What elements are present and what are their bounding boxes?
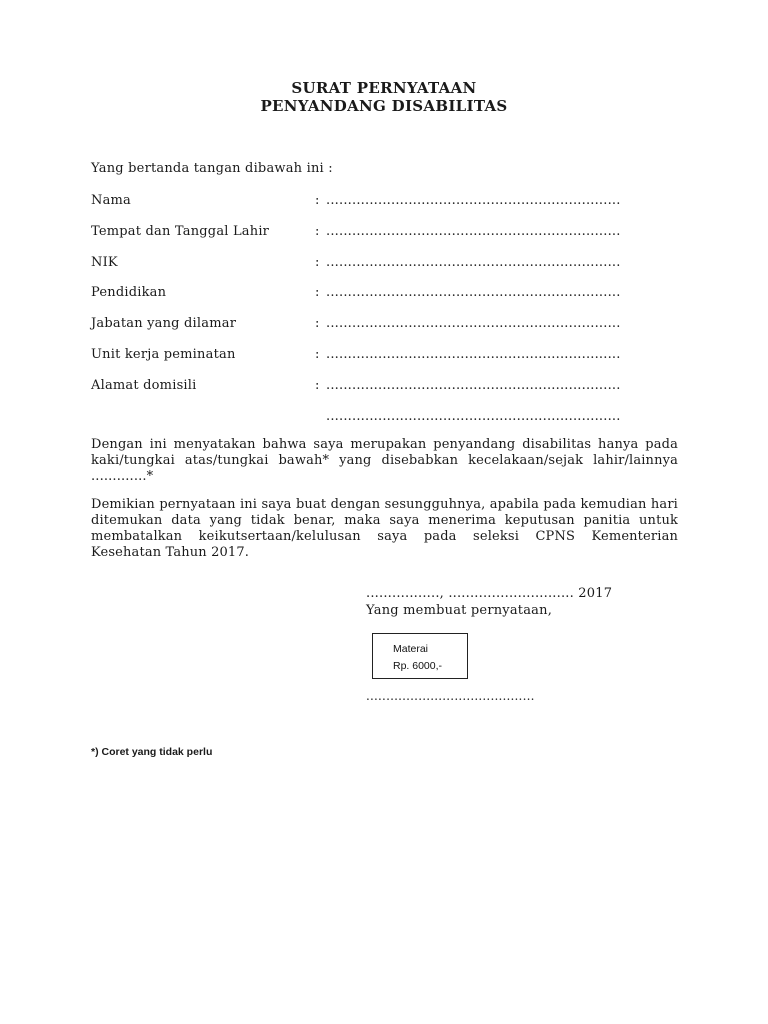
field-separator: : [315,347,320,362]
field-label: Pendidikan [91,285,167,300]
field-separator: : [315,378,320,393]
closing-paragraph: Demikian pernyataan ini saya buat dengan sesungguhnya, apabila pada kemudian hari ditemukan data yang tidak benar, maka saya menerima keputusan panitia untuk membatalkan keikutsertaan/kelulusan saya pada seleksi CPNS Kementerian Kesehatan Tahun 2017. [91,497,678,560]
field-label: Unit kerja peminatan [91,347,236,362]
stamp-label: Materai [393,643,429,655]
field-label: NIK [91,255,118,270]
signature-name-line: .......................................... [366,689,535,703]
field-label: Tempat dan Tanggal Lahir [91,224,270,239]
stamp-amount: Rp. 6000,- [393,660,443,672]
field-value: .................................................................... [326,347,621,362]
field-value: .................................................................... [326,316,621,331]
intro-text: Yang bertanda tangan dibawah ini : [91,161,333,176]
document-subtitle: PENYANDANG DISABILITAS [260,97,508,115]
address-continuation-line: .................................................................... [326,409,621,424]
materai-stamp-box [372,633,468,679]
field-separator: : [315,255,320,270]
field-value: .................................................................... [326,224,621,239]
field-separator: : [315,285,320,300]
field-label: Alamat domisili [91,378,197,393]
signer-label: Yang membuat pernyataan, [366,603,553,618]
field-value: .................................................................... [326,378,621,393]
footnote: *) Coret yang tidak perlu [91,746,213,758]
place-date-line: ................., ............................. 2017 [366,586,613,601]
field-label: Jabatan yang dilamar [91,316,237,331]
field-value: .................................................................... [326,193,621,208]
field-separator: : [315,224,320,239]
field-value: .................................................................... [326,255,621,270]
field-separator: : [315,193,320,208]
field-label: Nama [91,193,132,208]
field-separator: : [315,316,320,331]
statement-paragraph: Dengan ini menyatakan bahwa saya merupakan penyandang disabilitas hanya pada kaki/tungkai atas/tungkai bawah* yang disebabkan kecelakaan/sejak lahir/lainnya .............* [91,437,678,484]
field-value: .................................................................... [326,285,621,300]
document-title: SURAT PERNYATAAN [291,79,477,97]
